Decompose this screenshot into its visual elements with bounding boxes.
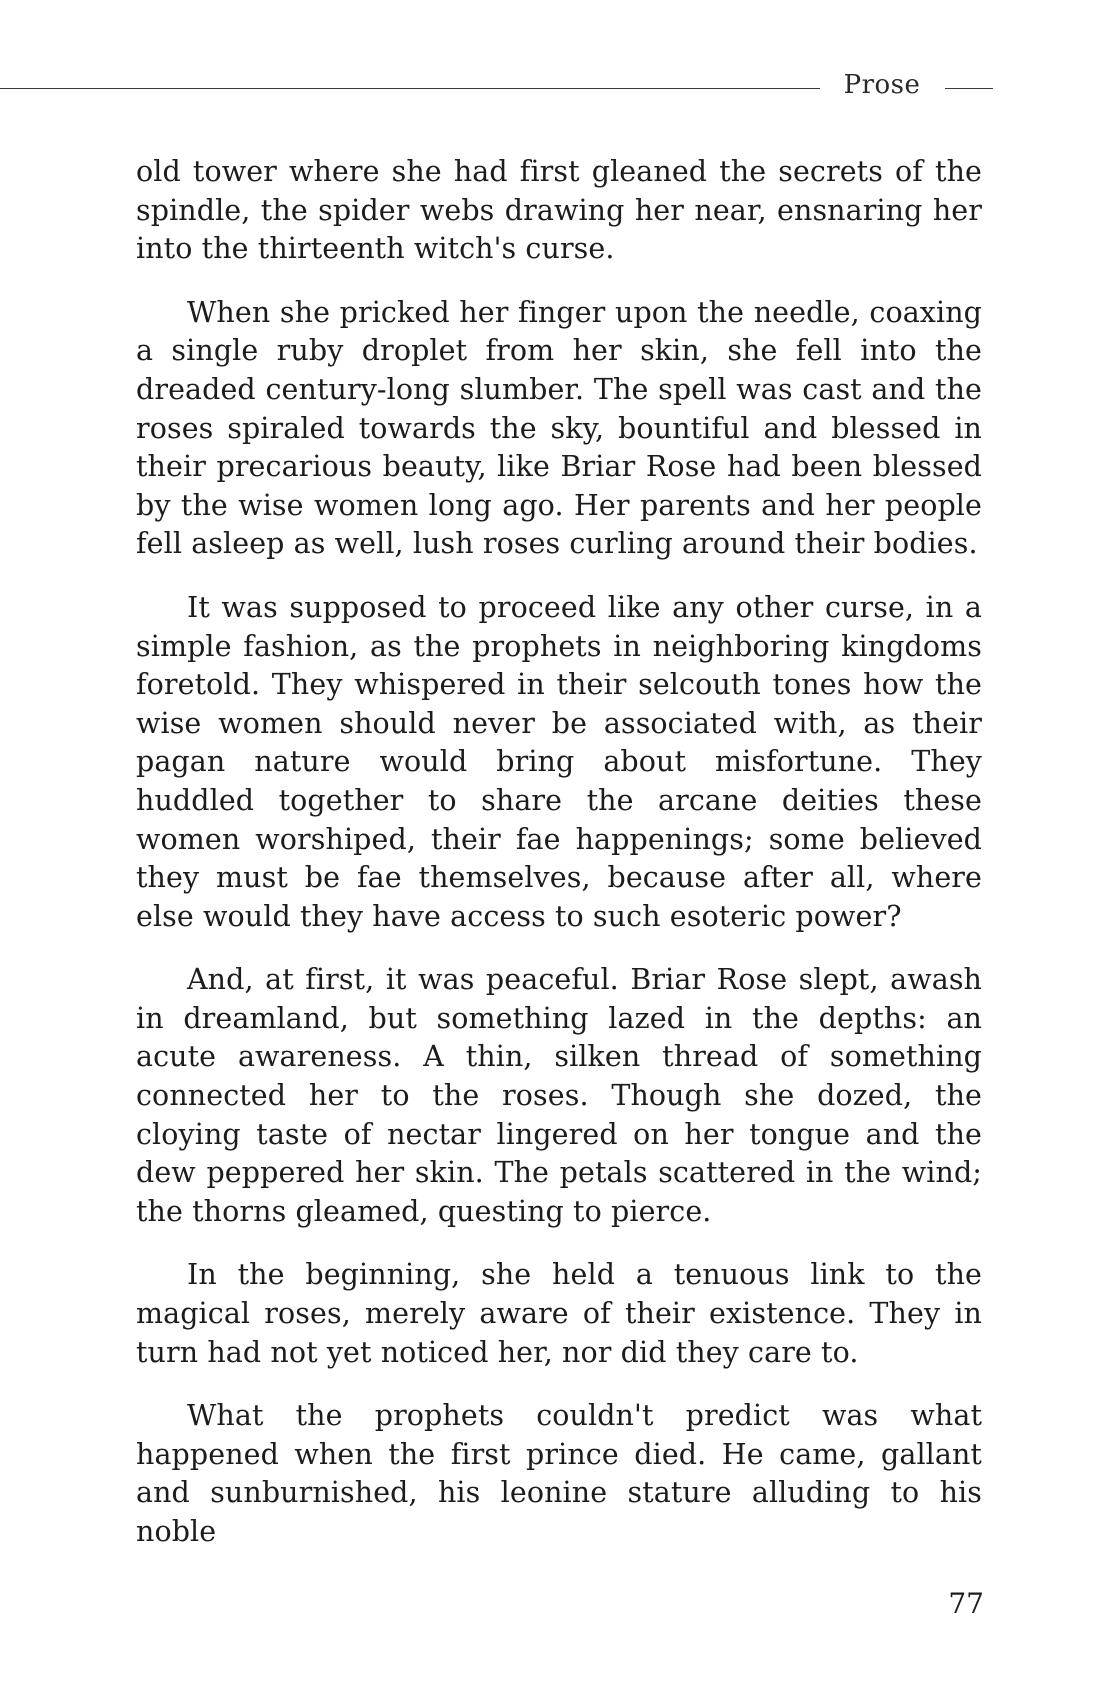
paragraph-continued: old tower where she had first gleaned the secrets of the spindle, the spider webs drawing her near, ensnaring her into the thirteenth witch's curse. <box>136 155 982 266</box>
header-rule-left <box>0 88 820 89</box>
paragraph: And, at first, it was peaceful. Briar Rose slept, awash in dreamland, but something lazed in the depths: an acute awareness. A thin, silken thread of something connected her to the roses. Though she dozed, the cloying taste of nectar lingered on her tongue and the dew peppered her skin. The petals scattered in the wind; the thorns gleamed, questing to pierce. <box>136 963 982 1228</box>
paragraph: In the beginning, she held a tenuous link to the magical roses, merely aware of their existence. They in turn had not yet noticed her, nor did they care to. <box>136 1258 982 1369</box>
paragraph: What the prophets couldn't predict was what happened when the first prince died. He came, gallant and sunburnished, his leonine stature alluding to his noble <box>136 1399 982 1548</box>
header-rule-right <box>945 88 993 89</box>
page-number: 77 <box>948 1587 984 1620</box>
paragraph: When she pricked her finger upon the needle, coaxing a single ruby droplet from her skin, she fell into the dreaded century-long slumber. The spell was cast and the roses spiraled towards the sky, bountiful and blessed in their precarious beauty, like Briar Rose had been blessed by the wise women long ago. Her parents and her people fell asleep as well, lush roses curling around their bodies. <box>136 295 982 561</box>
text-body <box>136 153 982 1577</box>
running-head: Prose <box>843 70 921 100</box>
paragraph: It was supposed to proceed like any other curse, in a simple fashion, as the prophets in neighboring kingdoms foretold. They whispered in their selcouth tones how the wise women should never be associated with, as their pagan nature would bring about misfortune. They huddled together to share the arcane deities these women worshiped, their fae happenings; some believed they must be fae themselves, because after all, where else would they have access to such esoteric power? <box>136 590 982 933</box>
